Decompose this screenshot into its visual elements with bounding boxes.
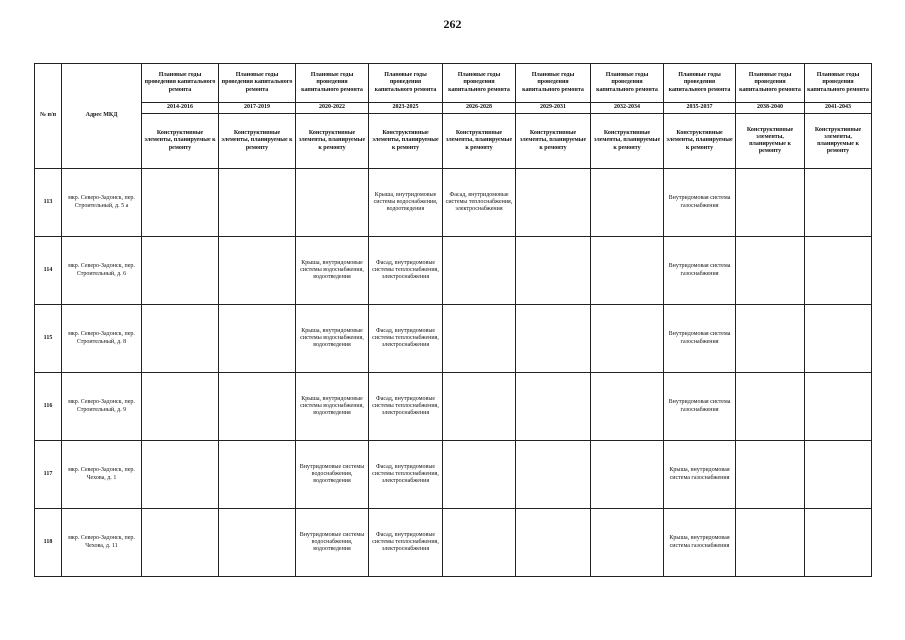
row-address: мкр. Северо-Задонск, пер. Строительный, д. 8 [62, 305, 142, 373]
row-cell: Крыша, внутридомовые системы водоснабжения, водоотведения [369, 169, 443, 237]
header-year: 2032-2034 [591, 103, 664, 114]
row-address: мкр. Северо-Задонск, пер. Чехова, д. 11 [62, 509, 142, 577]
row-cell [516, 509, 591, 577]
header-year: 2023-2025 [369, 103, 443, 114]
header-elements: Конструктивные элементы, планируемые к ремонту [664, 114, 736, 169]
row-cell [591, 509, 664, 577]
table-row [35, 373, 872, 441]
row-cell: Внутридомовые системы водоснабжения, водоотведения [296, 441, 369, 509]
header-elements: Конструктивные элементы, планируемые к ремонту [591, 114, 664, 169]
row-cell [736, 441, 805, 509]
row-cell [142, 305, 219, 373]
header-period: Плановые годы проведения капитального ремонта [736, 64, 805, 103]
row-cell [443, 373, 516, 441]
row-cell [591, 441, 664, 509]
row-cell [219, 237, 296, 305]
row-cell [805, 509, 872, 577]
row-cell [516, 373, 591, 441]
row-cell [516, 305, 591, 373]
row-cell [219, 441, 296, 509]
row-cell [219, 305, 296, 373]
row-cell: Фасад, внутридомовые системы теплоснабжения, электроснабжения [369, 441, 443, 509]
row-cell: Крыша, внутридомовые системы водоснабжения, водоотведения [296, 237, 369, 305]
row-cell [736, 305, 805, 373]
page-number: 262 [443, 17, 462, 31]
row-cell [805, 169, 872, 237]
header-num: № п/п [35, 64, 62, 169]
header-year: 2026-2028 [443, 103, 516, 114]
header-elements-row [35, 114, 872, 169]
row-cell [591, 373, 664, 441]
row-address: мкр. Северо-Задонск, пер. Чехова, д. 1 [62, 441, 142, 509]
header-period: Плановые годы проведения капитального ремонта [369, 64, 443, 103]
row-number: 115 [35, 305, 62, 373]
header-elements: Конструктивные элементы, планируемые к ремонту [142, 114, 219, 169]
row-cell: Внутридомовая система газоснабжения [664, 169, 736, 237]
row-cell [443, 237, 516, 305]
row-cell [142, 169, 219, 237]
row-cell: Крыша, внутридомовые системы водоснабжения, водоотведения [296, 373, 369, 441]
header-period: Плановые годы проведения капитального ремонта [142, 64, 219, 103]
table-row [35, 509, 872, 577]
row-cell [142, 509, 219, 577]
header-elements: Конструктивные элементы, планируемые к ремонту [736, 114, 805, 169]
table-row [35, 169, 872, 237]
row-cell [591, 169, 664, 237]
capital-repair-table [34, 63, 872, 577]
row-cell [805, 237, 872, 305]
row-cell [142, 373, 219, 441]
header-period: Плановые годы проведения капитального ремонта [591, 64, 664, 103]
row-cell: Фасад, внутридомовые системы теплоснабжения, электроснабжения [369, 237, 443, 305]
row-cell [443, 305, 516, 373]
row-cell [736, 237, 805, 305]
row-cell [443, 441, 516, 509]
row-cell [736, 169, 805, 237]
row-cell [219, 509, 296, 577]
row-cell: Крыша, внутридомовая система газоснабжения [664, 441, 736, 509]
header-year: 2017-2019 [219, 103, 296, 114]
header-period: Плановые годы проведения капитального ремонта [664, 64, 736, 103]
header-year: 2029-2031 [516, 103, 591, 114]
row-cell [591, 237, 664, 305]
row-number: 114 [35, 237, 62, 305]
row-number: 117 [35, 441, 62, 509]
row-cell: Внутридомовые системы водоснабжения, водоотведения [296, 509, 369, 577]
row-cell [443, 509, 516, 577]
header-year: 2020-2022 [296, 103, 369, 114]
header-year: 2035-2037 [664, 103, 736, 114]
header-period: Плановые годы проведения капитального ремонта [219, 64, 296, 103]
header-year: 2038-2040 [736, 103, 805, 114]
header-elements: Конструктивные элементы, планируемые к ремонту [369, 114, 443, 169]
row-cell [805, 305, 872, 373]
header-period: Плановые годы проведения капитального ремонта [443, 64, 516, 103]
header-period-row [35, 64, 872, 103]
header-year: 2014-2016 [142, 103, 219, 114]
row-cell: Внутридомовая система газоснабжения [664, 373, 736, 441]
table-row [35, 441, 872, 509]
row-cell: Фасад, внутридомовые системы теплоснабжения, электроснабжения [369, 305, 443, 373]
row-cell: Крыша, внутридомовые системы водоснабжения, водоотведения [296, 305, 369, 373]
row-number: 116 [35, 373, 62, 441]
header-period: Плановые годы проведения капитального ремонта [805, 64, 872, 103]
row-cell [516, 169, 591, 237]
row-cell [142, 237, 219, 305]
header-address: Адрес МКД [62, 64, 142, 169]
header-elements: Конструктивные элементы, планируемые к ремонту [516, 114, 591, 169]
row-cell [805, 441, 872, 509]
header-elements: Конструктивные элементы, планируемые к ремонту [219, 114, 296, 169]
row-number: 113 [35, 169, 62, 237]
header-elements: Конструктивные элементы, планируемые к ремонту [296, 114, 369, 169]
header-elements: Конструктивные элементы, планируемые к ремонту [443, 114, 516, 169]
row-address: мкр. Северо-Задонск, пер. Строительный, д. 5 а [62, 169, 142, 237]
row-cell [736, 509, 805, 577]
row-cell [296, 169, 369, 237]
header-year: 2041-2043 [805, 103, 872, 114]
row-cell [516, 237, 591, 305]
row-cell [736, 373, 805, 441]
row-cell: Внутридомовая система газоснабжения [664, 237, 736, 305]
header-years-row [35, 103, 872, 114]
row-cell: Внутридомовая система газоснабжения [664, 305, 736, 373]
row-cell [805, 373, 872, 441]
table-row [35, 237, 872, 305]
header-elements: Конструктивные элементы, планируемые к ремонту [805, 114, 872, 169]
header-period: Плановые годы проведения капитального ремонта [296, 64, 369, 103]
row-cell: Фасад, внутридомовые системы теплоснабжения, электроснабжения [443, 169, 516, 237]
row-cell [219, 169, 296, 237]
row-cell: Фасад, внутридомовые системы теплоснабжения, электроснабжения [369, 509, 443, 577]
row-address: мкр. Северо-Задонск, пер. Строительный, д. 9 [62, 373, 142, 441]
row-number: 118 [35, 509, 62, 577]
header-period: Плановые годы проведения капитального ремонта [516, 64, 591, 103]
row-cell: Фасад, внутридомовые системы теплоснабжения, электроснабжения [369, 373, 443, 441]
row-cell [516, 441, 591, 509]
row-cell [219, 373, 296, 441]
table-row [35, 305, 872, 373]
row-cell [591, 305, 664, 373]
row-address: мкр. Северо-Задонск, пер. Строительный, д. 6 [62, 237, 142, 305]
row-cell: Крыша, внутридомовая система газоснабжения [664, 509, 736, 577]
row-cell [142, 441, 219, 509]
